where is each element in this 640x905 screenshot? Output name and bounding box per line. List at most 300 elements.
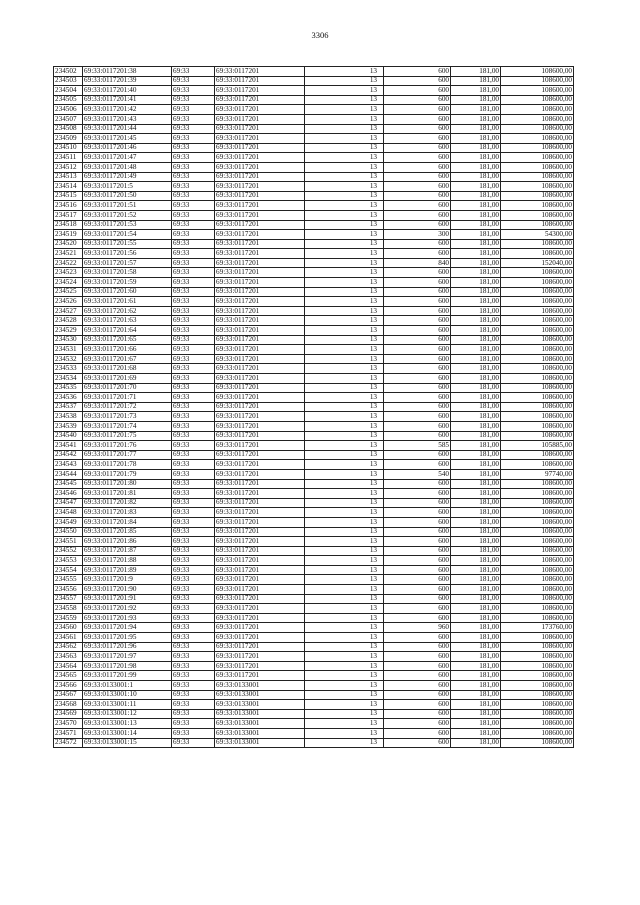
quarter-number-cell: 69:33:0117201: [215, 172, 305, 182]
rate-cell: 181,00: [451, 441, 501, 451]
table-row: [54, 690, 574, 700]
table-row: [54, 153, 574, 163]
cadastral-number-cell: 69:33:0117201:86: [83, 537, 172, 547]
rate-cell: 181,00: [451, 191, 501, 201]
row-index-cell: 234547: [54, 498, 83, 508]
rate-cell: 181,00: [451, 681, 501, 691]
value-cell: 108600,00: [501, 700, 574, 710]
area-cell: 600: [384, 86, 451, 96]
value-cell: 108600,00: [501, 345, 574, 355]
row-index-cell: 234552: [54, 546, 83, 556]
table-row: [54, 460, 574, 470]
table-row: [54, 652, 574, 662]
quarter-number-cell: 69:33:0117201: [215, 124, 305, 134]
table-row: [54, 201, 574, 211]
category-code-cell: 13: [305, 661, 384, 671]
district-code-cell: 69:33: [172, 594, 215, 604]
district-code-cell: 69:33: [172, 162, 215, 172]
district-code-cell: 69:33: [172, 105, 215, 115]
category-code-cell: 13: [305, 335, 384, 345]
area-cell: 600: [384, 460, 451, 470]
category-code-cell: 13: [305, 728, 384, 738]
category-code-cell: 13: [305, 143, 384, 153]
table-row: [54, 575, 574, 585]
district-code-cell: 69:33: [172, 172, 215, 182]
value-cell: 108600,00: [501, 220, 574, 230]
row-index-cell: 234512: [54, 162, 83, 172]
value-cell: 108600,00: [501, 402, 574, 412]
cadastral-number-cell: 69:33:0117201:87: [83, 546, 172, 556]
quarter-number-cell: 69:33:0117201: [215, 354, 305, 364]
quarter-number-cell: 69:33:0117201: [215, 652, 305, 662]
value-cell: 108600,00: [501, 239, 574, 249]
cadastral-number-cell: 69:33:0117201:60: [83, 287, 172, 297]
rate-cell: 181,00: [451, 134, 501, 144]
table-row: [54, 728, 574, 738]
district-code-cell: 69:33: [172, 345, 215, 355]
district-code-cell: 69:33: [172, 316, 215, 326]
category-code-cell: 13: [305, 652, 384, 662]
area-cell: 840: [384, 258, 451, 268]
rate-cell: 181,00: [451, 537, 501, 547]
district-code-cell: 69:33: [172, 460, 215, 470]
table-row: [54, 345, 574, 355]
cadastral-number-cell: 69:33:0117201:47: [83, 153, 172, 163]
quarter-number-cell: 69:33:0117201: [215, 613, 305, 623]
quarter-number-cell: 69:33:0117201: [215, 230, 305, 240]
category-code-cell: 13: [305, 326, 384, 336]
table-row: [54, 421, 574, 431]
category-code-cell: 13: [305, 345, 384, 355]
rate-cell: 181,00: [451, 652, 501, 662]
rate-cell: 181,00: [451, 143, 501, 153]
table-row: [54, 719, 574, 729]
district-code-cell: 69:33: [172, 268, 215, 278]
cadastral-number-cell: 69:33:0117201:40: [83, 86, 172, 96]
area-cell: 600: [384, 172, 451, 182]
table-row: [54, 383, 574, 393]
category-code-cell: 13: [305, 633, 384, 643]
row-index-cell: 234518: [54, 220, 83, 230]
rate-cell: 181,00: [451, 479, 501, 489]
quarter-number-cell: 69:33:0117201: [215, 623, 305, 633]
cadastral-number-cell: 69:33:0117201:77: [83, 450, 172, 460]
value-cell: 108600,00: [501, 297, 574, 307]
quarter-number-cell: 69:33:0117201: [215, 479, 305, 489]
table-row: [54, 527, 574, 537]
district-code-cell: 69:33: [172, 412, 215, 422]
table-row: [54, 374, 574, 384]
table-row: [54, 191, 574, 201]
rate-cell: 181,00: [451, 671, 501, 681]
value-cell: 108600,00: [501, 517, 574, 527]
quarter-number-cell: 69:33:0133001: [215, 709, 305, 719]
category-code-cell: 13: [305, 450, 384, 460]
value-cell: 108600,00: [501, 172, 574, 182]
category-code-cell: 13: [305, 556, 384, 566]
rate-cell: 181,00: [451, 431, 501, 441]
table-row: [54, 143, 574, 153]
value-cell: 108600,00: [501, 479, 574, 489]
table-row: [54, 613, 574, 623]
row-index-cell: 234554: [54, 565, 83, 575]
value-cell: 108600,00: [501, 546, 574, 556]
row-index-cell: 234550: [54, 527, 83, 537]
area-cell: 600: [384, 134, 451, 144]
category-code-cell: 13: [305, 604, 384, 614]
category-code-cell: 13: [305, 258, 384, 268]
category-code-cell: 13: [305, 546, 384, 556]
cadastral-number-cell: 69:33:0117201:65: [83, 335, 172, 345]
quarter-number-cell: 69:33:0133001: [215, 738, 305, 748]
area-cell: 600: [384, 565, 451, 575]
table-row: [54, 76, 574, 86]
area-cell: 600: [384, 191, 451, 201]
district-code-cell: 69:33: [172, 671, 215, 681]
row-index-cell: 234505: [54, 95, 83, 105]
quarter-number-cell: 69:33:0117201: [215, 441, 305, 451]
cadastral-number-cell: 69:33:0117201:49: [83, 172, 172, 182]
quarter-number-cell: 69:33:0117201: [215, 287, 305, 297]
value-cell: 108600,00: [501, 268, 574, 278]
row-index-cell: 234509: [54, 134, 83, 144]
cadastral-number-cell: 69:33:0117201:58: [83, 268, 172, 278]
area-cell: 600: [384, 527, 451, 537]
table-row: [54, 95, 574, 105]
cadastral-number-cell: 69:33:0117201:95: [83, 633, 172, 643]
table-row: [54, 278, 574, 288]
district-code-cell: 69:33: [172, 498, 215, 508]
area-cell: 600: [384, 498, 451, 508]
table-row: [54, 182, 574, 192]
district-code-cell: 69:33: [172, 517, 215, 527]
table-row: [54, 134, 574, 144]
quarter-number-cell: 69:33:0117201: [215, 565, 305, 575]
area-cell: 600: [384, 652, 451, 662]
cadastral-number-cell: 69:33:0117201:91: [83, 594, 172, 604]
category-code-cell: 13: [305, 230, 384, 240]
value-cell: 108600,00: [501, 633, 574, 643]
cadastral-number-cell: 69:33:0117201:84: [83, 517, 172, 527]
value-cell: 108600,00: [501, 690, 574, 700]
value-cell: 97740,00: [501, 469, 574, 479]
rate-cell: 181,00: [451, 469, 501, 479]
quarter-number-cell: 69:33:0117201: [215, 431, 305, 441]
table-row: [54, 172, 574, 182]
cadastral-number-cell: 69:33:0117201:63: [83, 316, 172, 326]
district-code-cell: 69:33: [172, 230, 215, 240]
quarter-number-cell: 69:33:0117201: [215, 402, 305, 412]
rate-cell: 181,00: [451, 402, 501, 412]
category-code-cell: 13: [305, 354, 384, 364]
table-row: [54, 681, 574, 691]
rate-cell: 181,00: [451, 383, 501, 393]
area-cell: 600: [384, 585, 451, 595]
area-cell: 600: [384, 738, 451, 748]
category-code-cell: 13: [305, 642, 384, 652]
rate-cell: 181,00: [451, 201, 501, 211]
rate-cell: 181,00: [451, 623, 501, 633]
category-code-cell: 13: [305, 738, 384, 748]
rate-cell: 181,00: [451, 690, 501, 700]
cadastral-number-cell: 69:33:0117201:75: [83, 431, 172, 441]
area-cell: 600: [384, 517, 451, 527]
cadastral-number-cell: 69:33:0117201:93: [83, 613, 172, 623]
district-code-cell: 69:33: [172, 402, 215, 412]
quarter-number-cell: 69:33:0117201: [215, 642, 305, 652]
category-code-cell: 13: [305, 201, 384, 211]
area-cell: 600: [384, 278, 451, 288]
row-index-cell: 234559: [54, 613, 83, 623]
rate-cell: 181,00: [451, 527, 501, 537]
row-index-cell: 234540: [54, 431, 83, 441]
quarter-number-cell: 69:33:0117201: [215, 306, 305, 316]
category-code-cell: 13: [305, 306, 384, 316]
category-code-cell: 13: [305, 412, 384, 422]
quarter-number-cell: 69:33:0117201: [215, 335, 305, 345]
quarter-number-cell: 69:33:0117201: [215, 105, 305, 115]
row-index-cell: 234523: [54, 268, 83, 278]
cadastral-number-cell: 69:33:0117201:73: [83, 412, 172, 422]
cadastral-number-cell: 69:33:0117201:46: [83, 143, 172, 153]
district-code-cell: 69:33: [172, 719, 215, 729]
category-code-cell: 13: [305, 162, 384, 172]
cadastral-number-cell: 69:33:0117201:80: [83, 479, 172, 489]
rate-cell: 181,00: [451, 594, 501, 604]
cadastral-number-cell: 69:33:0117201:61: [83, 297, 172, 307]
district-code-cell: 69:33: [172, 182, 215, 192]
table-row: [54, 441, 574, 451]
district-code-cell: 69:33: [172, 546, 215, 556]
value-cell: 108600,00: [501, 383, 574, 393]
value-cell: 108600,00: [501, 450, 574, 460]
district-code-cell: 69:33: [172, 421, 215, 431]
category-code-cell: 13: [305, 690, 384, 700]
value-cell: 108600,00: [501, 527, 574, 537]
value-cell: 108600,00: [501, 738, 574, 748]
category-code-cell: 13: [305, 681, 384, 691]
cadastral-number-cell: 69:33:0117201:71: [83, 393, 172, 403]
row-index-cell: 234537: [54, 402, 83, 412]
district-code-cell: 69:33: [172, 278, 215, 288]
value-cell: 108600,00: [501, 105, 574, 115]
area-cell: 600: [384, 402, 451, 412]
row-index-cell: 234548: [54, 508, 83, 518]
table-row: [54, 594, 574, 604]
area-cell: 600: [384, 594, 451, 604]
value-cell: 108600,00: [501, 287, 574, 297]
cadastral-number-cell: 69:33:0117201:79: [83, 469, 172, 479]
quarter-number-cell: 69:33:0117201: [215, 575, 305, 585]
cadastral-number-cell: 69:33:0117201:51: [83, 201, 172, 211]
rate-cell: 181,00: [451, 489, 501, 499]
table-row: [54, 412, 574, 422]
quarter-number-cell: 69:33:0117201: [215, 191, 305, 201]
row-index-cell: 234524: [54, 278, 83, 288]
category-code-cell: 13: [305, 239, 384, 249]
area-cell: 600: [384, 105, 451, 115]
district-code-cell: 69:33: [172, 738, 215, 748]
table-row: [54, 661, 574, 671]
area-cell: 600: [384, 354, 451, 364]
table-row: [54, 230, 574, 240]
value-cell: 108600,00: [501, 306, 574, 316]
value-cell: 108600,00: [501, 585, 574, 595]
table-row: [54, 623, 574, 633]
district-code-cell: 69:33: [172, 335, 215, 345]
quarter-number-cell: 69:33:0133001: [215, 681, 305, 691]
value-cell: 108600,00: [501, 278, 574, 288]
table-row: [54, 105, 574, 115]
district-code-cell: 69:33: [172, 537, 215, 547]
area-cell: 600: [384, 489, 451, 499]
data-table: [53, 66, 574, 748]
quarter-number-cell: 69:33:0117201: [215, 460, 305, 470]
row-index-cell: 234535: [54, 383, 83, 393]
cadastral-number-cell: 69:33:0117201:88: [83, 556, 172, 566]
row-index-cell: 234502: [54, 67, 83, 77]
category-code-cell: 13: [305, 469, 384, 479]
area-cell: 600: [384, 421, 451, 431]
rate-cell: 181,00: [451, 345, 501, 355]
value-cell: 108600,00: [501, 374, 574, 384]
rate-cell: 181,00: [451, 719, 501, 729]
table-row: [54, 354, 574, 364]
category-code-cell: 13: [305, 527, 384, 537]
cadastral-number-cell: 69:33:0117201:57: [83, 258, 172, 268]
category-code-cell: 13: [305, 383, 384, 393]
cadastral-number-cell: 69:33:0117201:38: [83, 67, 172, 77]
value-cell: 108600,00: [501, 565, 574, 575]
table-row: [54, 517, 574, 527]
category-code-cell: 13: [305, 421, 384, 431]
row-index-cell: 234511: [54, 153, 83, 163]
category-code-cell: 13: [305, 153, 384, 163]
quarter-number-cell: 69:33:0133001: [215, 690, 305, 700]
cadastral-number-cell: 69:33:0117201:53: [83, 220, 172, 230]
category-code-cell: 13: [305, 364, 384, 374]
cadastral-number-cell: 69:33:0117201:85: [83, 527, 172, 537]
district-code-cell: 69:33: [172, 527, 215, 537]
value-cell: 108600,00: [501, 134, 574, 144]
cadastral-number-cell: 69:33:0117201:99: [83, 671, 172, 681]
value-cell: 108600,00: [501, 335, 574, 345]
row-index-cell: 234514: [54, 182, 83, 192]
category-code-cell: 13: [305, 460, 384, 470]
value-cell: 108600,00: [501, 460, 574, 470]
category-code-cell: 13: [305, 700, 384, 710]
cadastral-number-cell: 69:33:0117201:76: [83, 441, 172, 451]
value-cell: 108600,00: [501, 76, 574, 86]
cadastral-number-cell: 69:33:0117201:81: [83, 489, 172, 499]
quarter-number-cell: 69:33:0117201: [215, 316, 305, 326]
area-cell: 600: [384, 642, 451, 652]
district-code-cell: 69:33: [172, 431, 215, 441]
area-cell: 600: [384, 153, 451, 163]
quarter-number-cell: 69:33:0117201: [215, 498, 305, 508]
rate-cell: 181,00: [451, 585, 501, 595]
row-index-cell: 234545: [54, 479, 83, 489]
district-code-cell: 69:33: [172, 700, 215, 710]
row-index-cell: 234526: [54, 297, 83, 307]
quarter-number-cell: 69:33:0117201: [215, 469, 305, 479]
value-cell: 108600,00: [501, 114, 574, 124]
table-row: [54, 556, 574, 566]
row-index-cell: 234570: [54, 719, 83, 729]
value-cell: 108600,00: [501, 67, 574, 77]
table-row: [54, 86, 574, 96]
category-code-cell: 13: [305, 287, 384, 297]
cadastral-number-cell: 69:33:0117201:48: [83, 162, 172, 172]
value-cell: 108600,00: [501, 191, 574, 201]
district-code-cell: 69:33: [172, 201, 215, 211]
value-cell: 108600,00: [501, 95, 574, 105]
cadastral-number-cell: 69:33:0117201:69: [83, 374, 172, 384]
table-row: [54, 738, 574, 748]
category-code-cell: 13: [305, 719, 384, 729]
area-cell: 600: [384, 661, 451, 671]
category-code-cell: 13: [305, 182, 384, 192]
quarter-number-cell: 69:33:0117201: [215, 604, 305, 614]
category-code-cell: 13: [305, 709, 384, 719]
row-index-cell: 234519: [54, 230, 83, 240]
category-code-cell: 13: [305, 431, 384, 441]
area-cell: 600: [384, 671, 451, 681]
category-code-cell: 13: [305, 297, 384, 307]
cadastral-number-cell: 69:33:0117201:67: [83, 354, 172, 364]
quarter-number-cell: 69:33:0117201: [215, 67, 305, 77]
quarter-number-cell: 69:33:0117201: [215, 95, 305, 105]
table-row: [54, 306, 574, 316]
district-code-cell: 69:33: [172, 95, 215, 105]
value-cell: 108600,00: [501, 652, 574, 662]
value-cell: 108600,00: [501, 709, 574, 719]
rate-cell: 181,00: [451, 258, 501, 268]
value-cell: 108600,00: [501, 210, 574, 220]
area-cell: 600: [384, 220, 451, 230]
district-code-cell: 69:33: [172, 450, 215, 460]
district-code-cell: 69:33: [172, 728, 215, 738]
quarter-number-cell: 69:33:0117201: [215, 249, 305, 259]
district-code-cell: 69:33: [172, 690, 215, 700]
rate-cell: 181,00: [451, 287, 501, 297]
table-row: [54, 258, 574, 268]
table-row: [54, 297, 574, 307]
value-cell: 108600,00: [501, 575, 574, 585]
row-index-cell: 234560: [54, 623, 83, 633]
rate-cell: 181,00: [451, 508, 501, 518]
category-code-cell: 13: [305, 316, 384, 326]
district-code-cell: 69:33: [172, 508, 215, 518]
area-cell: 600: [384, 546, 451, 556]
rate-cell: 181,00: [451, 268, 501, 278]
rate-cell: 181,00: [451, 182, 501, 192]
row-index-cell: 234555: [54, 575, 83, 585]
row-index-cell: 234520: [54, 239, 83, 249]
district-code-cell: 69:33: [172, 585, 215, 595]
cadastral-number-cell: 69:33:0117201:45: [83, 134, 172, 144]
quarter-number-cell: 69:33:0133001: [215, 700, 305, 710]
district-code-cell: 69:33: [172, 354, 215, 364]
row-index-cell: 234543: [54, 460, 83, 470]
value-cell: 108600,00: [501, 354, 574, 364]
table-row: [54, 335, 574, 345]
category-code-cell: 13: [305, 671, 384, 681]
value-cell: 108600,00: [501, 671, 574, 681]
area-cell: 600: [384, 326, 451, 336]
cadastral-number-cell: 69:33:0117201:89: [83, 565, 172, 575]
value-cell: 108600,00: [501, 162, 574, 172]
